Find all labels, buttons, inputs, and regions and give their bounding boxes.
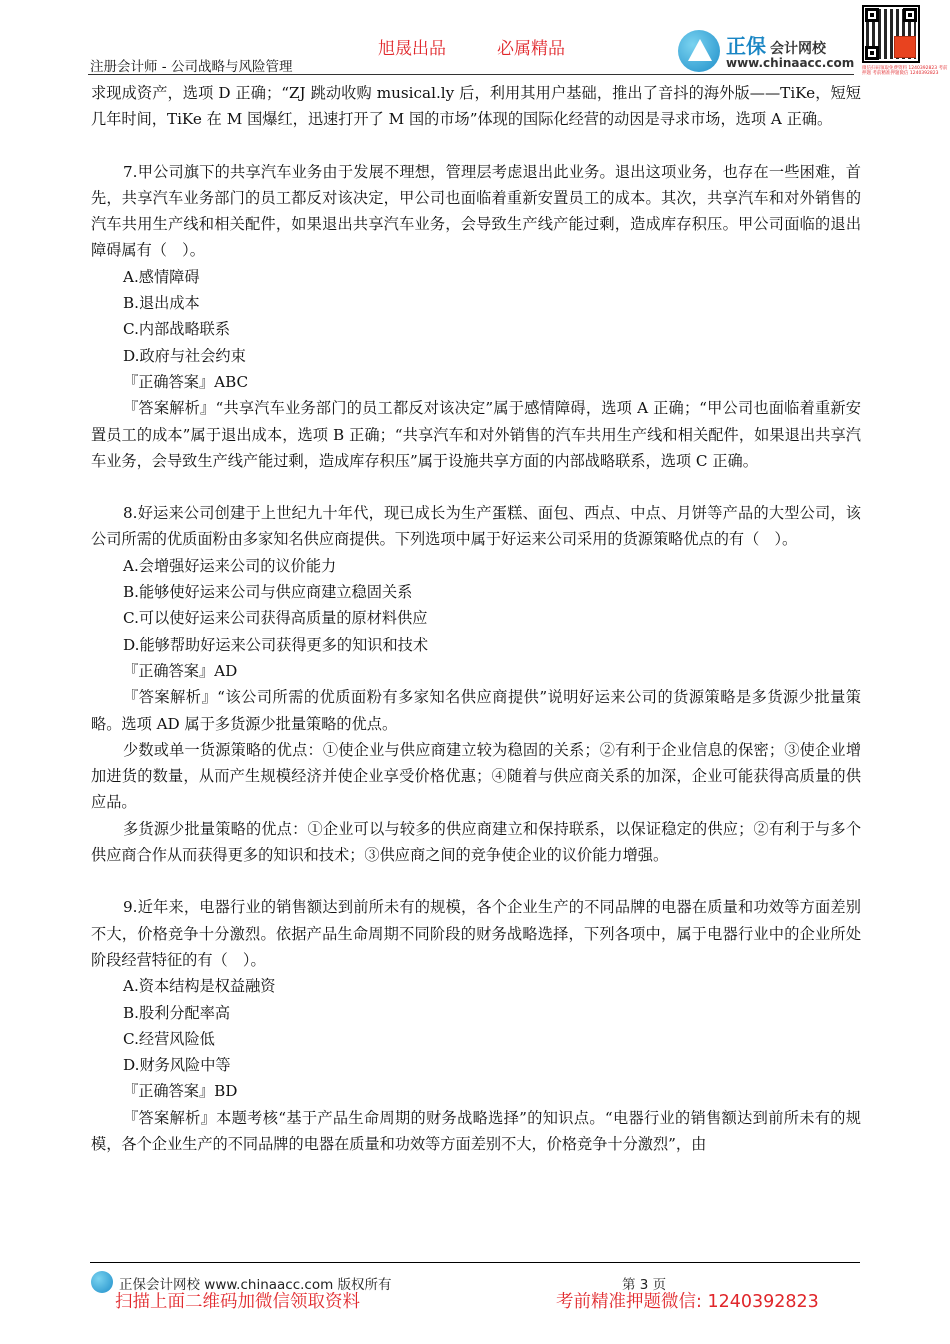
paragraph: 7.甲公司旗下的共享汽车业务由于发展不理想，管理层考虑退出此业务。退出这项业务，也存在一些困难，首先，共享汽车业务部门的员工都反对该决定，甲公司也面临着重新安置员工的成本。其次，共享汽车和对外销售的汽车共用生产线和相关配件，如果退出共享汽车业务，会导致生产线产能过剩，造成库存积压。甲公司面临的退出障碍属有（ ）。: [91, 162, 861, 260]
option-line: C.可以使好运来公司获得高质量的原材料供应: [123, 609, 428, 628]
footer-divider: [90, 1262, 860, 1263]
paragraph: 少数或单一货源策略的优点：①使企业与供应商建立较为稳固的关系；②有利于企业信息的保密；③使企业增加进货的数量，从而产生规模经济并使企业享受价格优惠；④随着与供应商关系的加深，企业可能获得高质量的供应品。: [91, 740, 861, 812]
paragraph: 『答案解析』本题考核“基于产品生命周期的财务战略选择”的知识点。“电器行业的销售额达到前所未有的规模，各个企业生产的不同品牌的电器在质量和功效等方面差别不大，价格竞争十分激烈”，由: [91, 1108, 861, 1153]
subject-title: 注册会计师 - 公司战略与风险管理: [90, 59, 293, 75]
option-line: A.感情障碍: [123, 267, 200, 286]
option-line: D.能够帮助好运来公司获得更多的知识和技术: [123, 635, 429, 654]
option-line: 『正确答案』ABC: [123, 372, 249, 391]
option-line: B.退出成本: [123, 294, 200, 313]
option-line: 『正确答案』BD: [123, 1082, 238, 1101]
slogan-right: 必属精品: [497, 39, 565, 59]
option-line: B.能够使好运来公司与供应商建立稳固关系: [123, 583, 413, 602]
page-header: [0, 0, 950, 76]
paragraph-gap: [91, 868, 861, 894]
paragraph-gap: [91, 133, 861, 159]
qr-caption: 微信扫码领取免费资料 1240392823 考前押题 考前精准押题微信 1240392823: [862, 66, 948, 76]
option-line: D.政府与社会约束: [123, 346, 246, 365]
paragraph: 多货源少批量策略的优点：①企业可以与较多的供应商建立和保持联系，以保证稳定的供应；②有利于与多个供应商合作从而获得更多的知识和技术；③供应商之间的竞争使企业的议价能力增强。: [91, 819, 861, 865]
paragraph: 8.好运来公司创建于上世纪九十年代，现已成长为生产蛋糕、面包、西点、中点、月饼等产品的大型公司，该公司所需的优质面粉由多家知名供应商提供。下列选项中属于好运来公司采用的货源策略优点的有（ ）。: [91, 504, 861, 549]
promo-left: 扫描上面二维码加微信领取资料: [115, 1292, 360, 1312]
logo-badge-icon: [678, 30, 720, 72]
promo-right: 考前精准押题微信: 1240392823: [556, 1292, 819, 1312]
paragraph: 『答案解析』“该公司所需的优质面粉有多家知名供应商提供”说明好运来公司的货源策略是多货源少批量策略。选项 AD 属于多货源少批量策略的优点。: [91, 688, 861, 733]
paragraph: 9.近年来，电器行业的销售额达到前所未有的规模，各个企业生产的不同品牌的电器在质量和功效等方面差别不大，价格竞争十分激烈。依据产品生命周期不同阶段的财务战略选择，下列各项中，属于电器行业中的企业所处阶段经营特征的有（ ）。: [91, 898, 861, 969]
slogan-left: 旭晟出品: [378, 39, 446, 59]
footer-copyright: 正保会计网校 www.chinaacc.com 版权所有: [119, 1277, 392, 1293]
footer-logo-icon: [91, 1271, 113, 1293]
option-line: A.会增强好运来公司的议价能力: [123, 556, 337, 575]
chinaacc-logo: [678, 28, 858, 74]
option-line: C.内部战略联系: [123, 320, 231, 339]
option-line: C.经营风险低: [123, 1029, 215, 1048]
qr-center-badge-icon: [894, 36, 916, 58]
option-line: D.财务风险中等: [123, 1056, 231, 1075]
header-divider: [88, 74, 854, 75]
logo-suffix: 会计网校: [770, 41, 826, 57]
document-body: [91, 80, 861, 1157]
paragraph: 求现成资产，选项 D 正确；“ZJ 跳动收购 musical.ly 后，利用其用户基础，推出了音抖的海外版——TiKe，短短几年时间，TiKe 在 M 国爆红，迅速打开了 M 国的市场”体现的国际化经营的动因是寻求市场，选项 A 正确。: [91, 84, 861, 129]
option-line: A.资本结构是权益融资: [123, 977, 276, 996]
page-number: 第 3 页: [622, 1277, 667, 1293]
option-line: 『正确答案』AD: [123, 661, 238, 680]
paragraph-gap: [91, 474, 861, 500]
logo-url: www.chinaacc.com: [726, 56, 855, 70]
logo-name: 正保: [726, 34, 766, 58]
option-line: B.股利分配率高: [123, 1003, 231, 1022]
paragraph: 『答案解析』“共享汽车业务部门的员工都反对该决定”属于感情障碍，选项 A 正确；“甲公司也面临着重新安置员工的成本”属于退出成本，选项 B 正确；“共享汽车和对外销售的汽车共用生产线和相关配件，如果退出共享汽车业务，会导致生产线产能过剩，造成库存积压”属于设施共享方面的内部战略联系，选项 C 正确。: [91, 399, 861, 470]
